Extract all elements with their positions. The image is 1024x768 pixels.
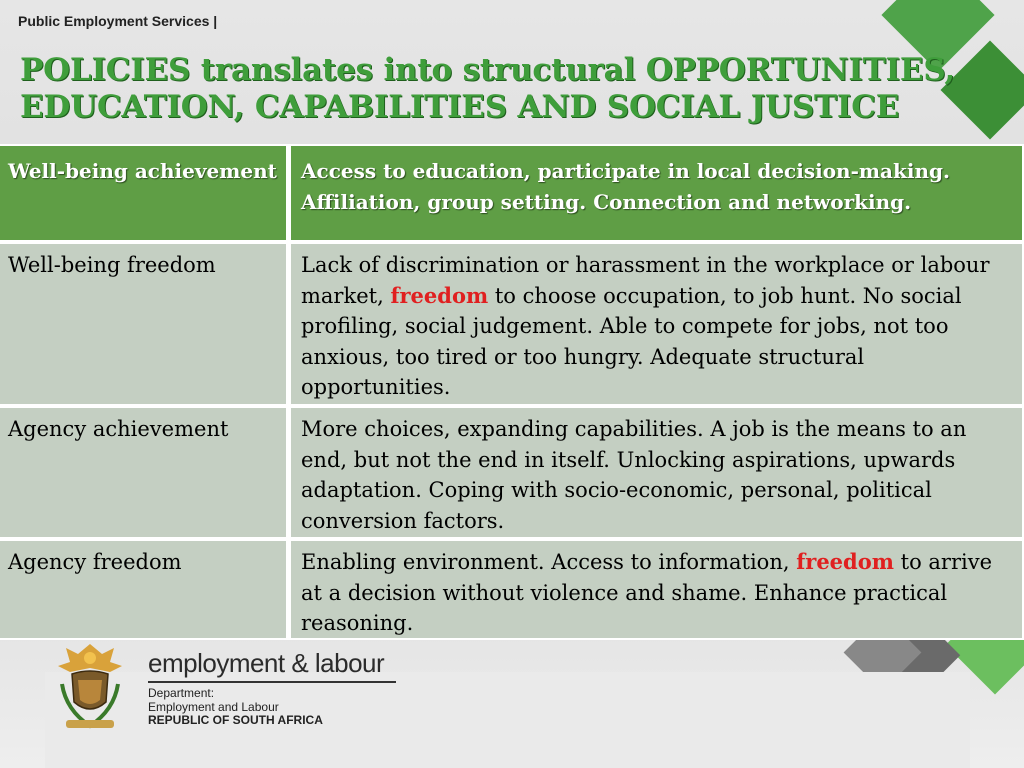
cell-text: Lack of discrimination or harassment in the workplace or labour market, bbox=[301, 253, 990, 308]
brand-divider bbox=[148, 681, 396, 683]
table-cell: Agency freedom bbox=[0, 539, 288, 640]
brand-name: employment & labour bbox=[148, 648, 385, 678]
table-row bbox=[0, 539, 1024, 640]
title-line-1: POLICIES translates into structural OPPORTUNITIES, bbox=[20, 52, 956, 88]
table-cell: Well-being freedom bbox=[0, 242, 288, 406]
table-cell: More choices, expanding capabilities. A job is the means to an end, but not the end in itself. Unlocking aspirations, upwards adaptation. Coping with socio-economic, personal, political conversion factors. bbox=[288, 406, 1024, 539]
slide-title bbox=[20, 52, 955, 126]
header-label: Public Employment Services | bbox=[18, 13, 218, 29]
table-row bbox=[0, 406, 1024, 539]
table-row bbox=[0, 242, 1024, 406]
highlight-text: freedom bbox=[796, 549, 894, 574]
coat-of-arms-icon bbox=[52, 640, 128, 732]
capabilities-table bbox=[0, 144, 1024, 640]
country-name: REPUBLIC OF SOUTH AFRICA bbox=[148, 713, 323, 727]
department-label: Department: bbox=[148, 686, 215, 700]
table-cell bbox=[288, 242, 1024, 406]
table-cell: Agency achievement bbox=[0, 406, 288, 539]
title-line-2: EDUCATION, CAPABILITIES AND SOCIAL JUSTICE bbox=[20, 89, 900, 125]
table-cell bbox=[288, 539, 1024, 640]
table-cell: Access to education, participate in local decision-making. Affiliation, group setting. Connection and networking. bbox=[288, 144, 1024, 242]
table-header-row bbox=[0, 144, 1024, 242]
cell-text: to arrive at a decision without violence and shame. Enhance practical reasoning. bbox=[301, 550, 993, 635]
table-cell: Well-being achievement bbox=[0, 144, 288, 242]
cell-text: to choose occupation, to job hunt. No social profiling, social judgement. Able to compete for jobs, not too anxious, too tired or too hungry. Adequate structural opportunities. bbox=[301, 283, 962, 399]
highlight-text: freedom bbox=[390, 282, 489, 308]
cell-text: Enabling environment. Access to information, bbox=[301, 550, 790, 574]
department-name: Employment and Labour bbox=[148, 700, 279, 714]
